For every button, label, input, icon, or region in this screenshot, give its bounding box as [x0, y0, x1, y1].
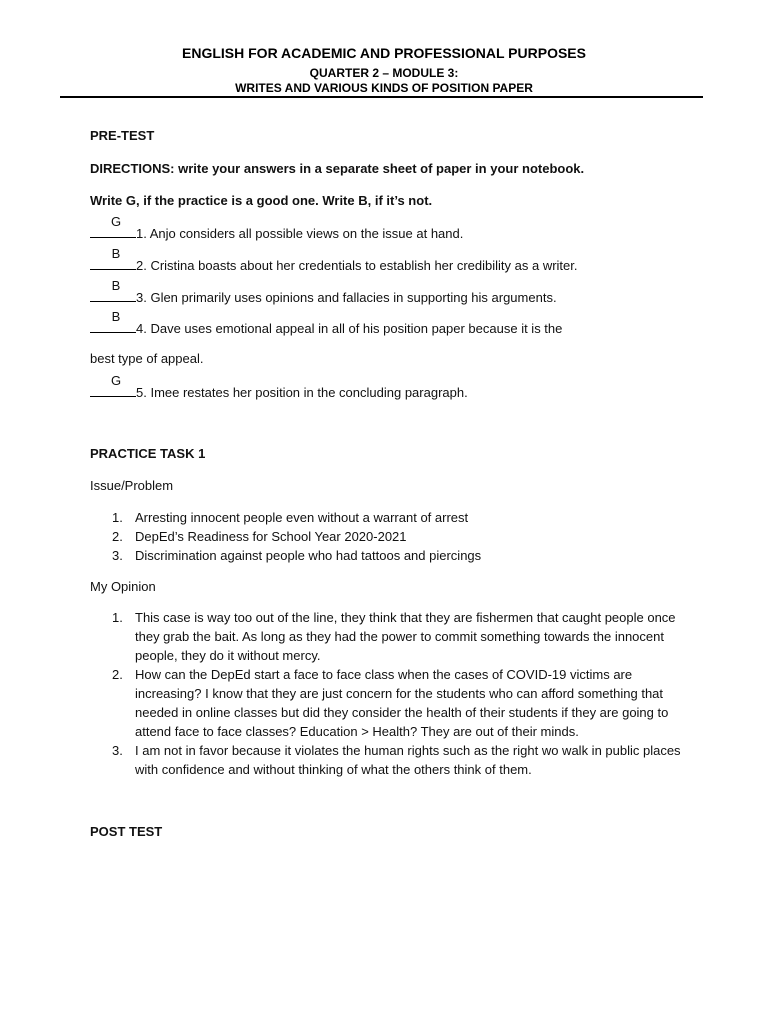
- item-text: 1. Anjo considers all possible views on the issue at hand.: [136, 226, 464, 241]
- quarter-module-label: QUARTER 2 – MODULE 3:: [309, 66, 459, 80]
- pretest-instruction: Write G, if the practice is a good one. Write B, if it’s not.: [90, 193, 433, 208]
- opinion-label: My Opinion: [90, 579, 156, 594]
- pretest-item-4: [90, 309, 563, 337]
- posttest-heading: POST TEST: [90, 824, 163, 839]
- item-text: 3. Glen primarily uses opinions and fallacies in supporting his arguments.: [136, 290, 557, 305]
- answer-blank: [90, 309, 136, 333]
- issue-list: [90, 508, 481, 565]
- list-number: 1.: [112, 610, 123, 625]
- pretest-item-2: [90, 246, 578, 274]
- opinion-list: [90, 608, 695, 779]
- pretest-item-4-continuation: best type of appeal.: [90, 351, 204, 366]
- list-text: DepEd’s Readiness for School Year 2020-2021: [135, 529, 407, 544]
- list-number: 1.: [112, 510, 123, 525]
- list-number: 2.: [112, 529, 123, 544]
- practice-task-heading: PRACTICE TASK 1: [90, 446, 206, 461]
- item-text: 2. Cristina boasts about her credentials to establish her credibility as a writer.: [136, 258, 578, 273]
- answer-value: B: [111, 246, 121, 261]
- list-item: [90, 665, 695, 741]
- list-number: 3.: [112, 743, 123, 758]
- pretest-item-3: [90, 278, 557, 306]
- list-text: This case is way too out of the line, they think that they are fishermen that caught people once they grab the bait. As long as they had the power to commit something towards the innocent people, they do it without mercy.: [135, 610, 676, 663]
- answer-value: G: [110, 373, 122, 388]
- document-subtitle: WRITES AND VARIOUS KINDS OF POSITION PAPER: [235, 81, 533, 95]
- list-item: [90, 741, 695, 779]
- answer-value: B: [111, 309, 121, 324]
- list-item: [90, 608, 695, 665]
- item-text: 5. Imee restates her position in the concluding paragraph.: [136, 385, 468, 400]
- answer-value: B: [111, 278, 121, 293]
- answer-blank: [90, 214, 136, 238]
- answer-blank: [90, 373, 136, 397]
- list-number: 2.: [112, 667, 123, 682]
- pretest-item-1: [90, 214, 464, 242]
- answer-blank: [90, 246, 136, 270]
- item-text: 4. Dave uses emotional appeal in all of his position paper because it is the: [136, 321, 563, 336]
- answer-value: G: [110, 214, 122, 229]
- list-text: Discrimination against people who had tattoos and piercings: [135, 548, 482, 563]
- list-text: Arresting innocent people even without a warrant of arrest: [135, 510, 469, 525]
- pretest-heading: PRE-TEST: [90, 128, 155, 143]
- answer-blank: [90, 278, 136, 302]
- list-item: [90, 527, 481, 546]
- header-divider: [60, 96, 703, 98]
- list-item: [90, 546, 481, 565]
- issue-label: Issue/Problem: [90, 478, 174, 493]
- document-title: ENGLISH FOR ACADEMIC AND PROFESSIONAL PURPOSES: [182, 45, 586, 61]
- list-text: How can the DepEd start a face to face class when the cases of COVID-19 victims are increasing? I know that they are just concern for the students who can afford something that needed in online classes but did they consider the health of their students if they are going to attend face to face classes? Education > Health? They are out of their minds.: [135, 667, 669, 739]
- list-item: [90, 508, 481, 527]
- list-text: I am not in favor because it violates the human rights such as the right wo walk in public places with confidence and without thinking of what the others think of them.: [135, 743, 681, 777]
- list-number: 3.: [112, 548, 123, 563]
- pretest-item-5: [90, 373, 468, 401]
- pretest-directions: DIRECTIONS: write your answers in a separate sheet of paper in your notebook.: [90, 161, 585, 176]
